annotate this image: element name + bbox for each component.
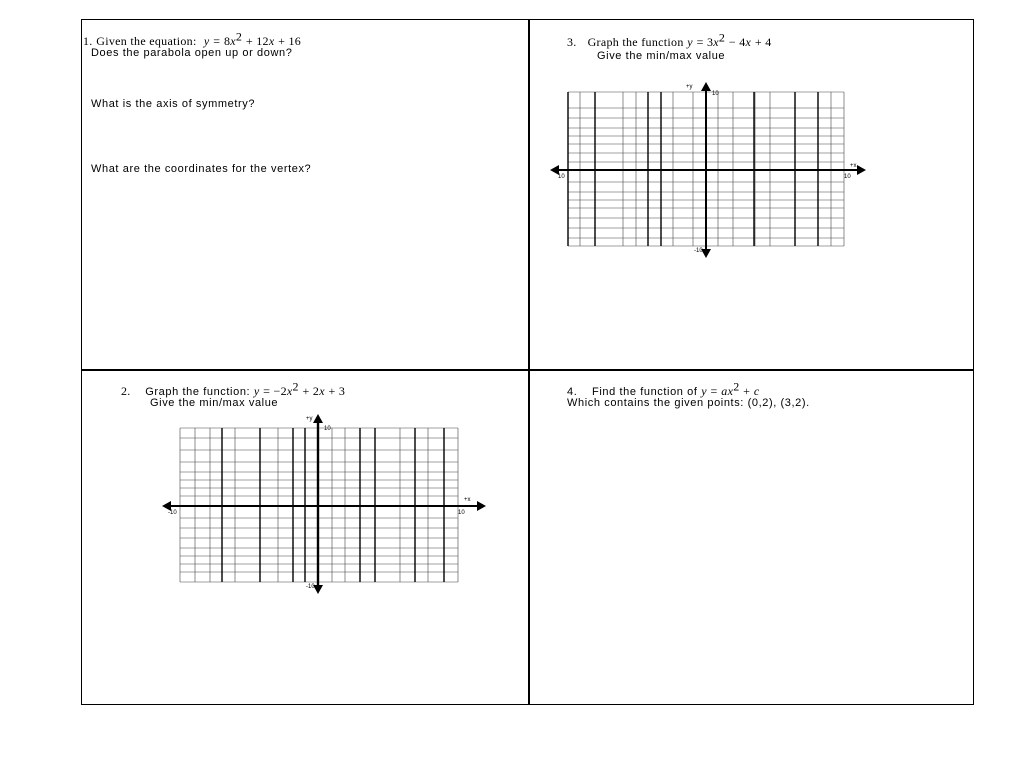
q4-eq-equals: = <box>710 384 718 398</box>
q1-vertex-question: What are the coordinates for the vertex? <box>91 163 312 175</box>
q2-minmax-prompt: Give the min/max value <box>150 397 279 409</box>
q2-y-axis-up-arrow <box>313 414 323 423</box>
q2-number: 2. <box>121 384 131 398</box>
q4-prompt: Find the function of <box>592 386 698 398</box>
q3-x-axis-right-arrow <box>857 165 866 175</box>
q2-x-axis-right-arrow <box>477 501 486 511</box>
q2-eq-equals: = −2 <box>263 384 287 398</box>
q4-eq-c: c <box>753 384 760 398</box>
q3-label-y-pos: +y <box>686 84 693 90</box>
q4-number: 4. <box>567 386 578 398</box>
q3-eq-equals: = 3 <box>696 35 714 49</box>
q2-prompt: Graph the function: <box>145 386 251 398</box>
q3-label-y-top: 10 <box>712 91 719 97</box>
q1-number: 1. <box>83 34 93 48</box>
q3-eq-plus: + 4 <box>754 35 772 49</box>
q4-eq-exp: 2 <box>733 379 740 394</box>
q2-label-y-top: 10 <box>324 426 331 432</box>
q3-minmax-prompt: Give the min/max value <box>597 50 726 62</box>
q4-points-prompt: Which contains the given points: (0,2), (3,2). <box>567 397 810 409</box>
q4-eq-x: x <box>727 384 734 398</box>
q1-eq-plus1: + 12 <box>245 34 269 48</box>
q2-label-x-right: 10 <box>458 510 465 516</box>
q2-eq-plus2: + 3 <box>328 384 346 398</box>
q3-label-y-bottom: -10 <box>694 248 703 254</box>
q3-graph-grid <box>548 78 868 260</box>
q3-label-x-left: 10 <box>558 174 565 180</box>
q3-eq-exp: 2 <box>718 30 726 45</box>
q3-eq-minus: − 4 <box>728 35 746 49</box>
q1-axis-question: What is the axis of symmetry? <box>91 98 256 110</box>
q4-eq-y: y <box>701 384 707 398</box>
q3-eq-x: x <box>713 35 719 49</box>
q1-eq-y: y <box>203 34 210 48</box>
q1-eq-a: 8 <box>223 34 231 48</box>
q3-label-x-right: 10 <box>844 174 851 180</box>
q4-eq-a: a <box>721 384 728 398</box>
q3-y-axis-up-arrow <box>701 82 711 91</box>
q4-eq-plus: + <box>743 384 751 398</box>
horizontal-divider <box>82 369 973 371</box>
q3-heading <box>567 30 772 50</box>
q2-eq-x: x <box>286 384 293 398</box>
q2-eq-y: y <box>253 384 260 398</box>
q2-graph-grid <box>160 410 490 596</box>
q2-eq-plus1: + 2 <box>302 384 320 398</box>
q2-label-y-pos: +y <box>306 416 313 422</box>
q2-label-x-left: -10 <box>168 510 177 516</box>
q2-label-y-bottom: -10 <box>306 584 315 590</box>
q1-eq-x2: x <box>268 34 275 48</box>
q1-eq-exp: 2 <box>235 29 243 44</box>
q3-prompt: Graph the function <box>587 35 684 49</box>
q3-number: 3. <box>567 35 577 49</box>
q1-eq-plus2: + 16 <box>278 34 302 48</box>
q1-eq-x: x <box>230 34 236 48</box>
q3-label-x-pos: +x <box>850 163 857 169</box>
q2-eq-exp: 2 <box>292 379 299 394</box>
q2-eq-x2: x <box>319 384 325 398</box>
vertical-divider <box>528 20 530 704</box>
q3-eq-x2: x <box>745 35 752 49</box>
q1-prompt: Given the equation: <box>96 34 197 48</box>
q1-direction-question: Does the parabola open up or down? <box>91 47 293 59</box>
q3-eq-y: y <box>687 35 693 49</box>
q2-label-x-pos: +x <box>464 497 471 503</box>
q1-eq-equals: = <box>213 34 221 48</box>
